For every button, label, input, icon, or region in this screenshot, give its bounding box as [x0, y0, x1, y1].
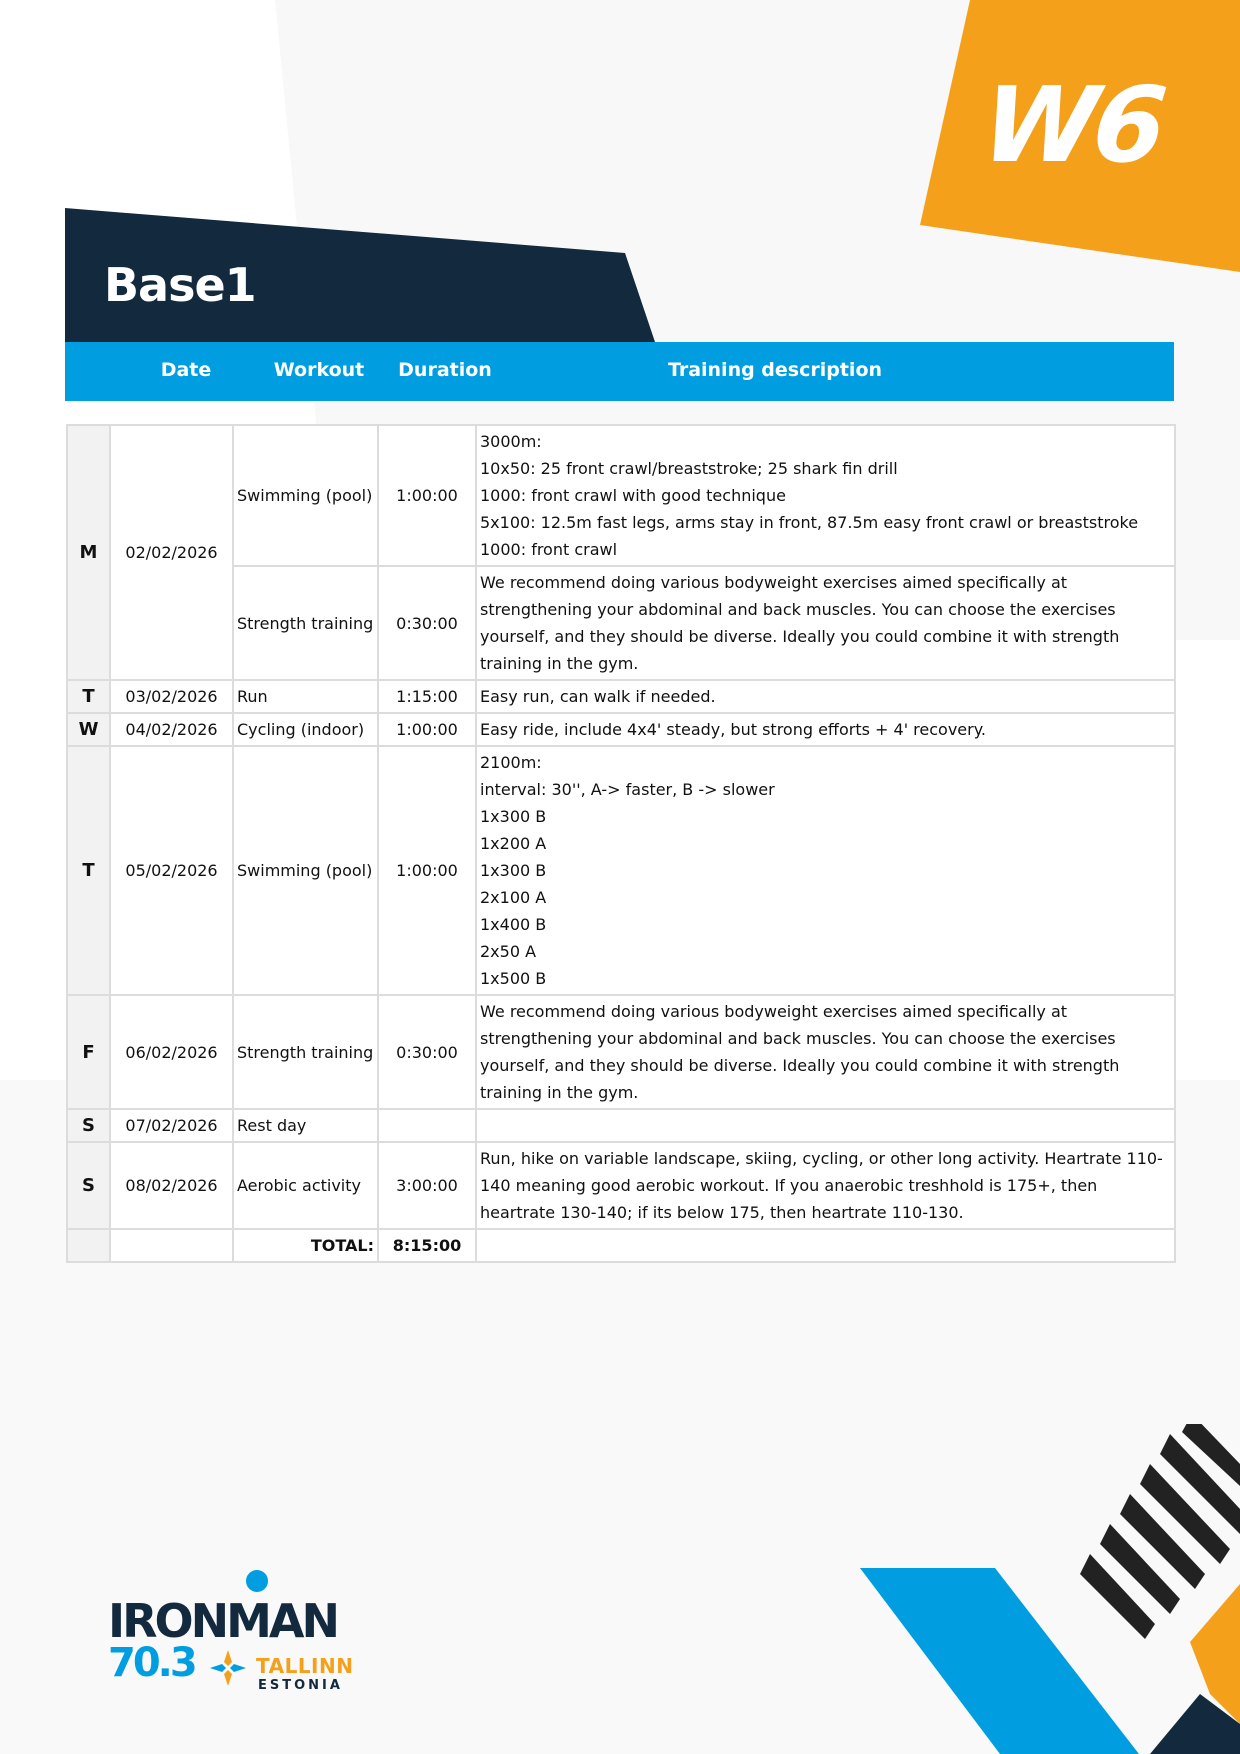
- column-header-description: Training description: [667, 359, 883, 381]
- description-line: 10x50: 25 front crawl/breaststroke; 25 shark fin drill: [480, 459, 898, 478]
- description-line: Easy run, can walk if needed.: [480, 687, 716, 706]
- total-day-cell: [67, 1229, 110, 1262]
- logo-country: ESTONIA: [258, 1678, 343, 1693]
- day-cell: M: [67, 425, 110, 680]
- duration-cell: 0:30:00: [378, 566, 476, 680]
- total-label: TOTAL:: [233, 1229, 378, 1262]
- table-row: [67, 995, 1175, 1109]
- description-line: 1x500 B: [480, 969, 547, 988]
- description-cell: [476, 713, 1175, 746]
- workout-cell: Strength training: [233, 995, 378, 1109]
- duration-cell: 0:30:00: [378, 995, 476, 1109]
- description-line: 2100m:: [480, 753, 542, 772]
- table-row: [67, 425, 1175, 566]
- day-cell: F: [67, 995, 110, 1109]
- description-line: Easy ride, include 4x4' steady, but strong efforts + 4' recovery.: [480, 720, 986, 739]
- day-cell: T: [67, 746, 110, 995]
- date-cell: 06/02/2026: [110, 995, 233, 1109]
- description-line: interval: 30'', A-> faster, B -> slower: [480, 780, 775, 799]
- description-line: 1x300 B: [480, 861, 547, 880]
- date-cell: 03/02/2026: [110, 680, 233, 713]
- total-date-cell: [110, 1229, 233, 1262]
- workout-cell: Strength training: [233, 566, 378, 680]
- description-line: 2x100 A: [480, 888, 547, 907]
- description-line: 3000m:: [480, 432, 542, 451]
- description-cell: [476, 995, 1175, 1109]
- column-header-date: Date: [160, 359, 212, 381]
- description-line: 5x100: 12.5m fast legs, arms stay in front, 87.5m easy front crawl or breaststroke: [480, 513, 1139, 532]
- duration-cell: 1:15:00: [378, 680, 476, 713]
- workout-cell: Cycling (indoor): [233, 713, 378, 746]
- table-row: [67, 566, 1175, 680]
- workout-cell: Run: [233, 680, 378, 713]
- table-row: [67, 680, 1175, 713]
- date-cell: 05/02/2026: [110, 746, 233, 995]
- table-header: [65, 342, 1174, 401]
- table-row: [67, 746, 1175, 995]
- description-line: 1x300 B: [480, 807, 547, 826]
- day-cell: S: [67, 1142, 110, 1229]
- duration-cell: 1:00:00: [378, 713, 476, 746]
- ironman-logo: [108, 1568, 368, 1693]
- table-row: [67, 1142, 1175, 1229]
- workout-cell: Swimming (pool): [233, 425, 378, 566]
- training-plan-table: [66, 424, 1176, 1263]
- date-cell: 07/02/2026: [110, 1109, 233, 1142]
- description-line: Run, hike on variable landscape, skiing, cycling, or other long activity. Heartrate 110-140 meaning good aerobic workout. If you anaerobic treshhold is 175+, then heartrate 130-140; if its below 175, then heartrate 110-130.: [480, 1149, 1163, 1222]
- description-line: 1000: front crawl: [480, 540, 618, 559]
- duration-cell: 3:00:00: [378, 1142, 476, 1229]
- column-header-workout: Workout: [273, 359, 365, 381]
- workout-cell: Swimming (pool): [233, 746, 378, 995]
- description-cell: [476, 746, 1175, 995]
- description-cell: [476, 425, 1175, 566]
- logo-dot: [246, 1570, 268, 1592]
- total-description-cell: [476, 1229, 1175, 1262]
- description-line: 1x400 B: [480, 915, 547, 934]
- description-line: We recommend doing various bodyweight exercises aimed specifically at strengthening your abdominal and back muscles. You can choose the exercises yourself, and they should be diverse. Ideally you could combine it with strength training in the gym.: [480, 573, 1120, 673]
- bottom-decoration: [860, 1424, 1240, 1754]
- description-cell: [476, 1109, 1175, 1142]
- day-cell: S: [67, 1109, 110, 1142]
- logo-brand: IRONMAN: [108, 1594, 338, 1648]
- description-line: 1x200 A: [480, 834, 547, 853]
- date-cell: 04/02/2026: [110, 713, 233, 746]
- column-header-duration: Duration: [398, 359, 492, 381]
- star-icon: [208, 1648, 248, 1688]
- description-line: We recommend doing various bodyweight exercises aimed specifically at strengthening your abdominal and back muscles. You can choose the exercises yourself, and they should be diverse. Ideally you could combine it with strength training in the gym.: [480, 1002, 1120, 1102]
- total-duration: 8:15:00: [378, 1229, 476, 1262]
- date-cell: 02/02/2026: [110, 425, 233, 680]
- workout-cell: Rest day: [233, 1109, 378, 1142]
- day-cell: T: [67, 680, 110, 713]
- logo-city: TALLINN: [256, 1654, 354, 1678]
- total-row: [67, 1229, 1175, 1262]
- day-cell: W: [67, 713, 110, 746]
- table-row: [67, 713, 1175, 746]
- description-cell: [476, 680, 1175, 713]
- date-cell: 08/02/2026: [110, 1142, 233, 1229]
- workout-cell: Aerobic activity: [233, 1142, 378, 1229]
- duration-cell: [378, 1109, 476, 1142]
- description-cell: [476, 566, 1175, 680]
- description-cell: [476, 1142, 1175, 1229]
- duration-cell: 1:00:00: [378, 425, 476, 566]
- logo-series: 70.3: [108, 1640, 195, 1686]
- week-label: W6: [976, 64, 1169, 186]
- duration-cell: 1:00:00: [378, 746, 476, 995]
- description-line: 2x50 A: [480, 942, 537, 961]
- page-title: Base1: [104, 258, 256, 312]
- table-row: [67, 1109, 1175, 1142]
- description-line: 1000: front crawl with good technique: [480, 486, 786, 505]
